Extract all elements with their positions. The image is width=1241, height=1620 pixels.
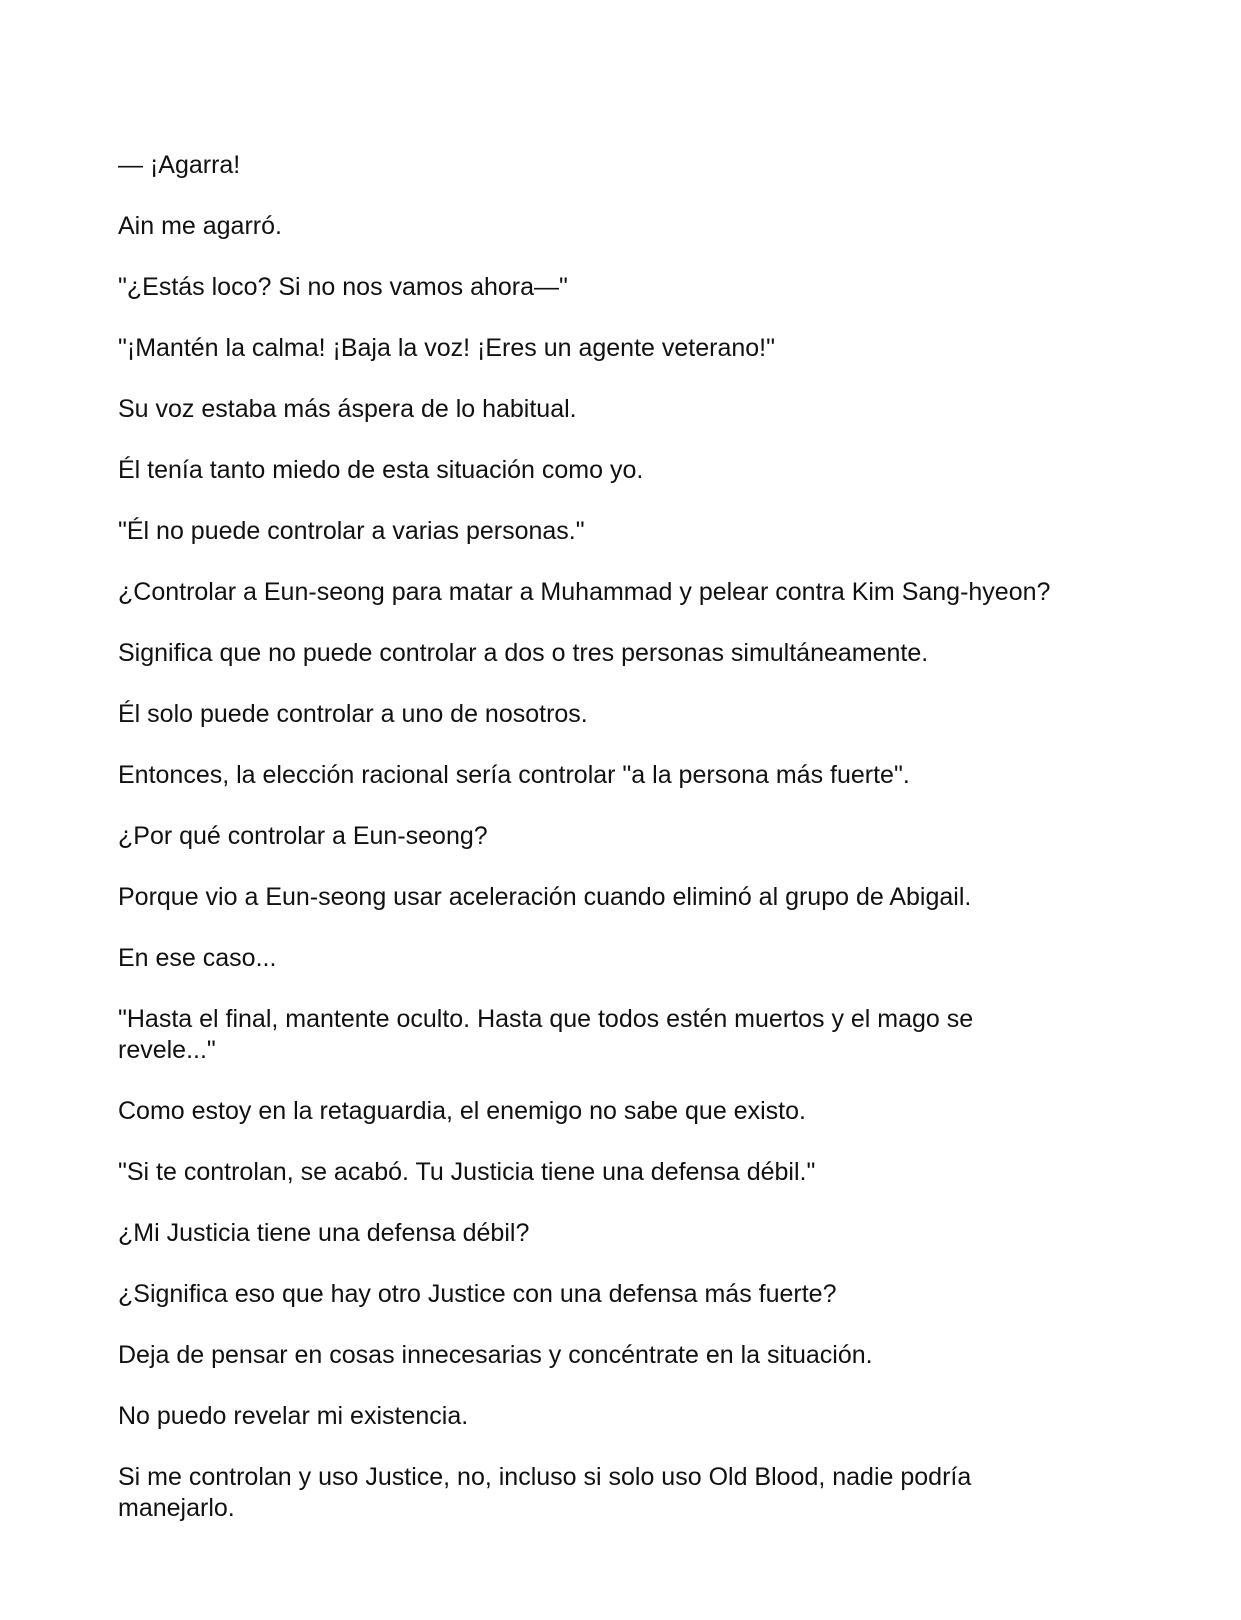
- paragraph: ¿Mi Justicia tiene una defensa débil?: [118, 1219, 530, 1247]
- paragraph: "Él no puede controlar a varias personas.": [118, 517, 585, 545]
- paragraph: No puedo revelar mi existencia.: [118, 1402, 469, 1430]
- paragraph: Deja de pensar en cosas innecesarias y concéntrate en la situación.: [118, 1341, 873, 1369]
- paragraph: Entonces, la elección racional sería controlar "a la persona más fuerte".: [118, 761, 910, 789]
- paragraph: "¿Estás loco? Si no nos vamos ahora—": [118, 273, 568, 301]
- paragraph: Porque vio a Eun-seong usar aceleración cuando eliminó al grupo de Abigail.: [118, 883, 972, 911]
- paragraph: En ese caso...: [118, 944, 277, 972]
- paragraph: Si me controlan y uso Justice, no, incluso si solo uso Old Blood, nadie podría manejarlo.: [118, 1463, 972, 1522]
- paragraph: ¿Por qué controlar a Eun-seong?: [118, 822, 488, 850]
- paragraph: — ¡Agarra!: [118, 151, 241, 179]
- paragraph: Como estoy en la retaguardia, el enemigo no sabe que existo.: [118, 1097, 806, 1125]
- paragraph: ¿Controlar a Eun-seong para matar a Muhammad y pelear contra Kim Sang-hyeon?: [118, 578, 1051, 606]
- paragraph: "Si te controlan, se acabó. Tu Justicia tiene una defensa débil.": [118, 1158, 816, 1186]
- paragraph: "Hasta el final, mantente oculto. Hasta que todos estén muertos y el mago se revele...": [118, 1005, 974, 1064]
- paragraph: Él solo puede controlar a uno de nosotros.: [118, 700, 588, 728]
- paragraph: Ain me agarró.: [118, 212, 282, 240]
- paragraph: Él tenía tanto miedo de esta situación como yo.: [118, 456, 644, 484]
- document-body: [118, 150, 1053, 1554]
- paragraph: Su voz estaba más áspera de lo habitual.: [118, 395, 577, 423]
- paragraph: ¿Significa eso que hay otro Justice con una defensa más fuerte?: [118, 1280, 837, 1308]
- paragraph: Significa que no puede controlar a dos o tres personas simultáneamente.: [118, 639, 929, 667]
- paragraph: "¡Mantén la calma! ¡Baja la voz! ¡Eres un agente veterano!": [118, 334, 775, 362]
